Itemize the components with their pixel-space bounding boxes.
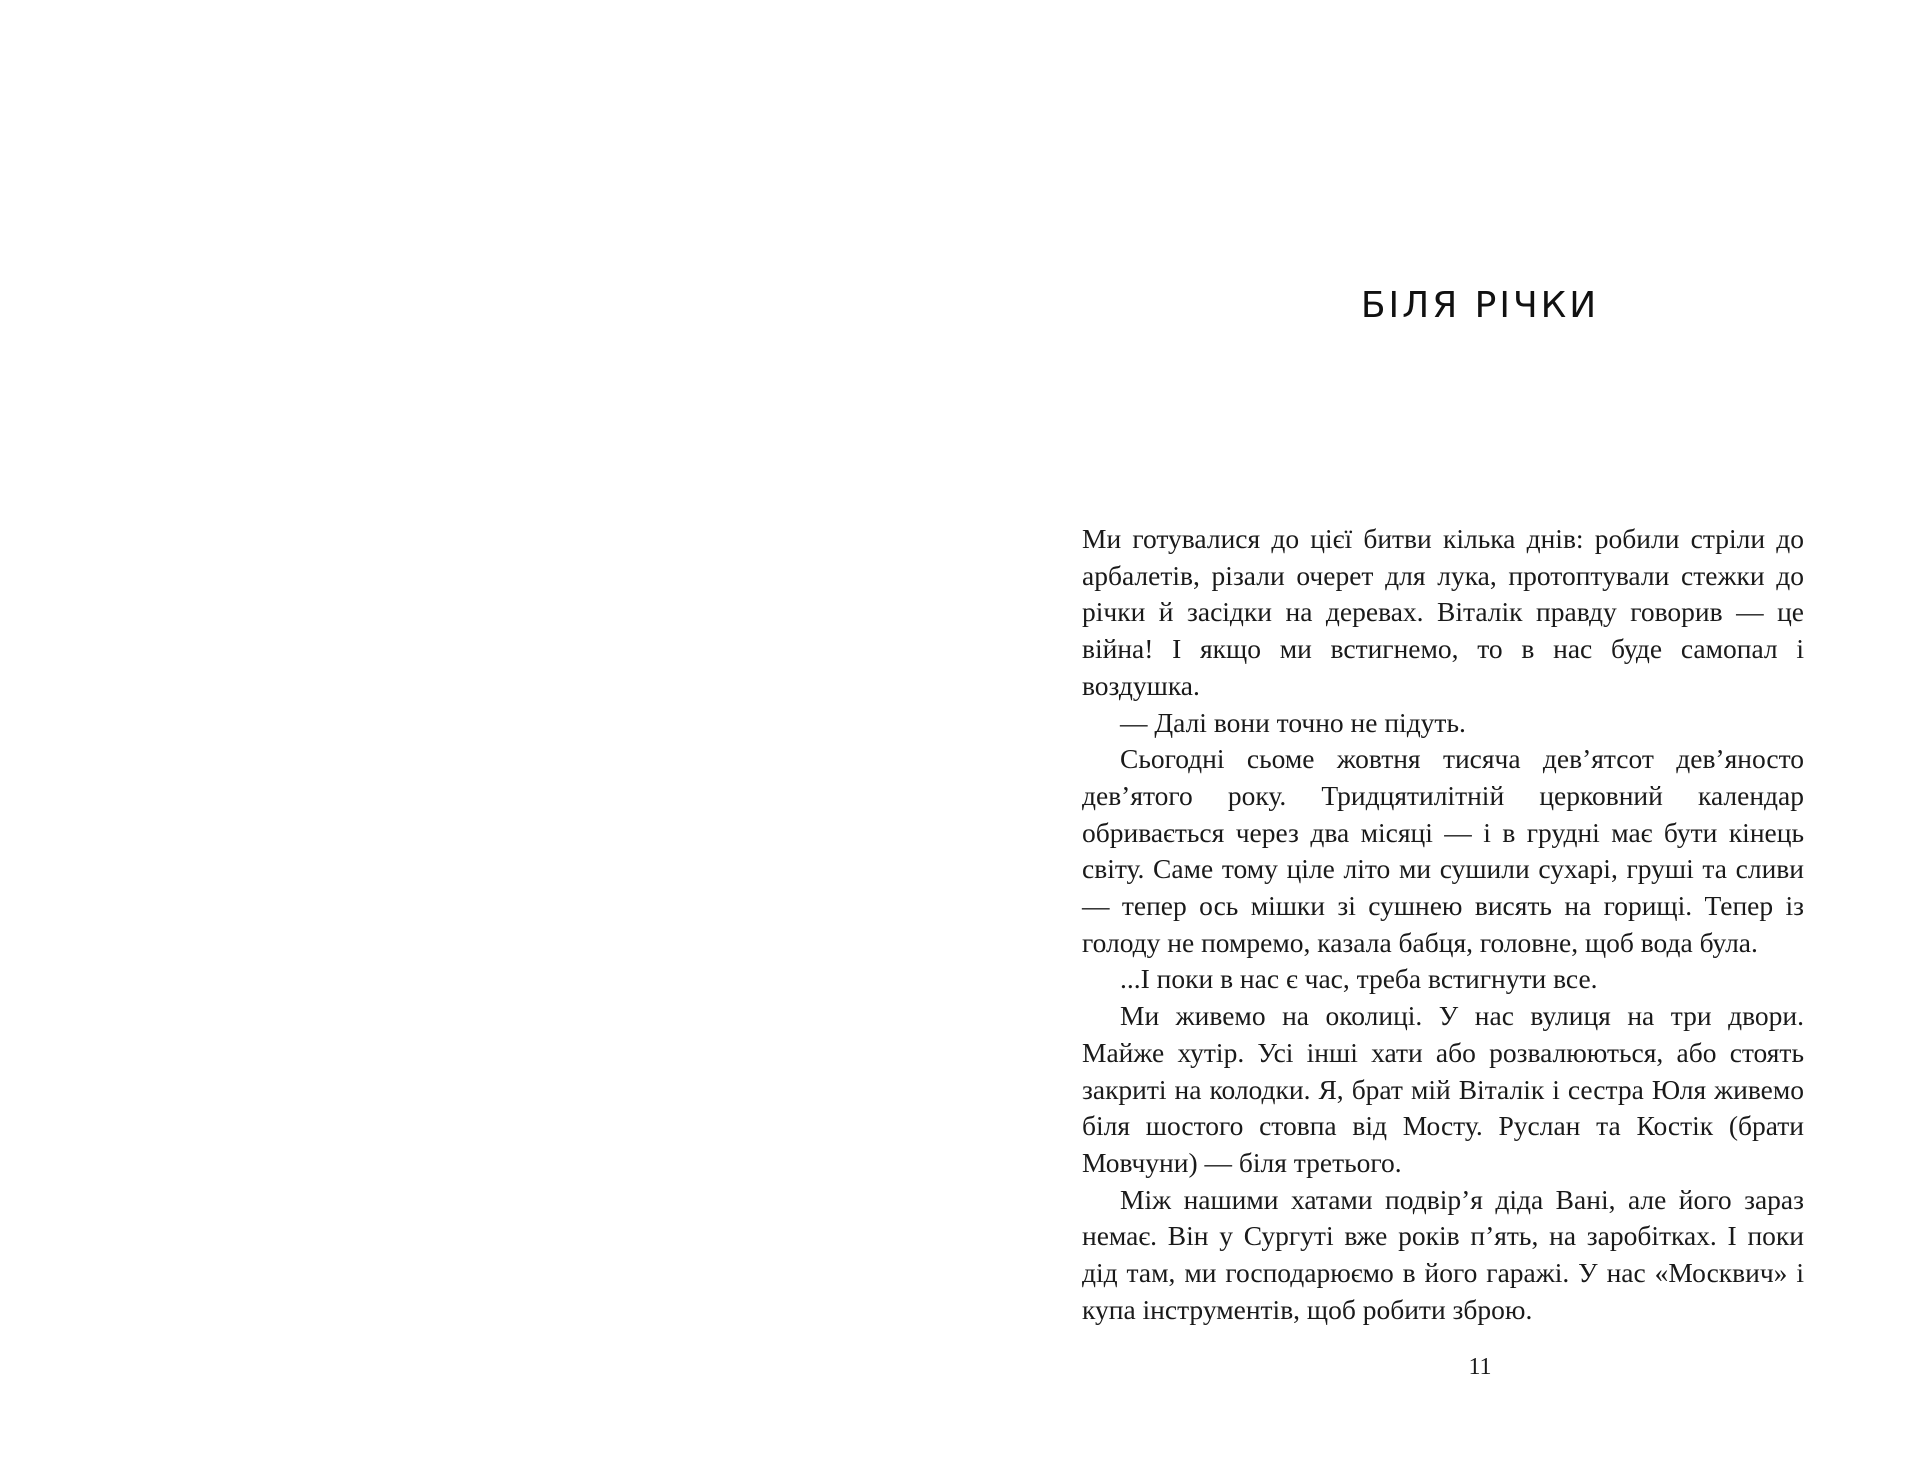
- body-text: [1082, 521, 1804, 1328]
- paragraph: Між нашими хатами подвір’я діда Вані, але його зараз немає. Він у Сургуті вже років п’ять, на заробітках. І поки дід там, ми господарюємо в його гаражі. У нас «Москвич» і купа інструментів, щоб робити зброю.: [1082, 1183, 1804, 1325]
- page-number: 11: [1468, 1354, 1492, 1380]
- paragraph: Ми готувалися до цієї битви кілька днів: робили стріли до арбалетів, різали очерет для лука, протоптували стежки до річки й засідки на деревах. Віталік правду говорив — це війна! І якщо ми встигнемо, то в нас буде самопал і воздушка.: [1082, 523, 1804, 701]
- paragraph: ...І поки в нас є час, треба встигнути все.: [1120, 963, 1598, 995]
- paragraph: Сьогодні сьоме жовтня тисяча дев’ятсот дев’яносто дев’ятого року. Тридцятилітній церковний календар обривається через два місяці — і в грудні має бути кінець світу. Саме тому ціле літо ми сушили сухарі, груші та сливи — тепер ось мішки зі сушнею висять на горищі. Тепер із голоду не помремо, казала бабця, головне, щоб вода була.: [1082, 743, 1804, 958]
- right-page: [960, 0, 1920, 1477]
- paragraph: Ми живемо на околиці. У нас вулиця на три двори. Майже хутір. Усі інші хати або розвалюються, або стоять закриті на колодки. Я, брат мій Віталік і сестра Юля живемо біля шостого стовпа від Мосту. Руслан та Костік (брати Мовчуни) — біля третього.: [1082, 1000, 1804, 1178]
- paragraph: — Далі вони точно не підуть.: [1120, 706, 1466, 738]
- chapter-title: БІЛЯ РІЧКИ: [1360, 285, 1600, 326]
